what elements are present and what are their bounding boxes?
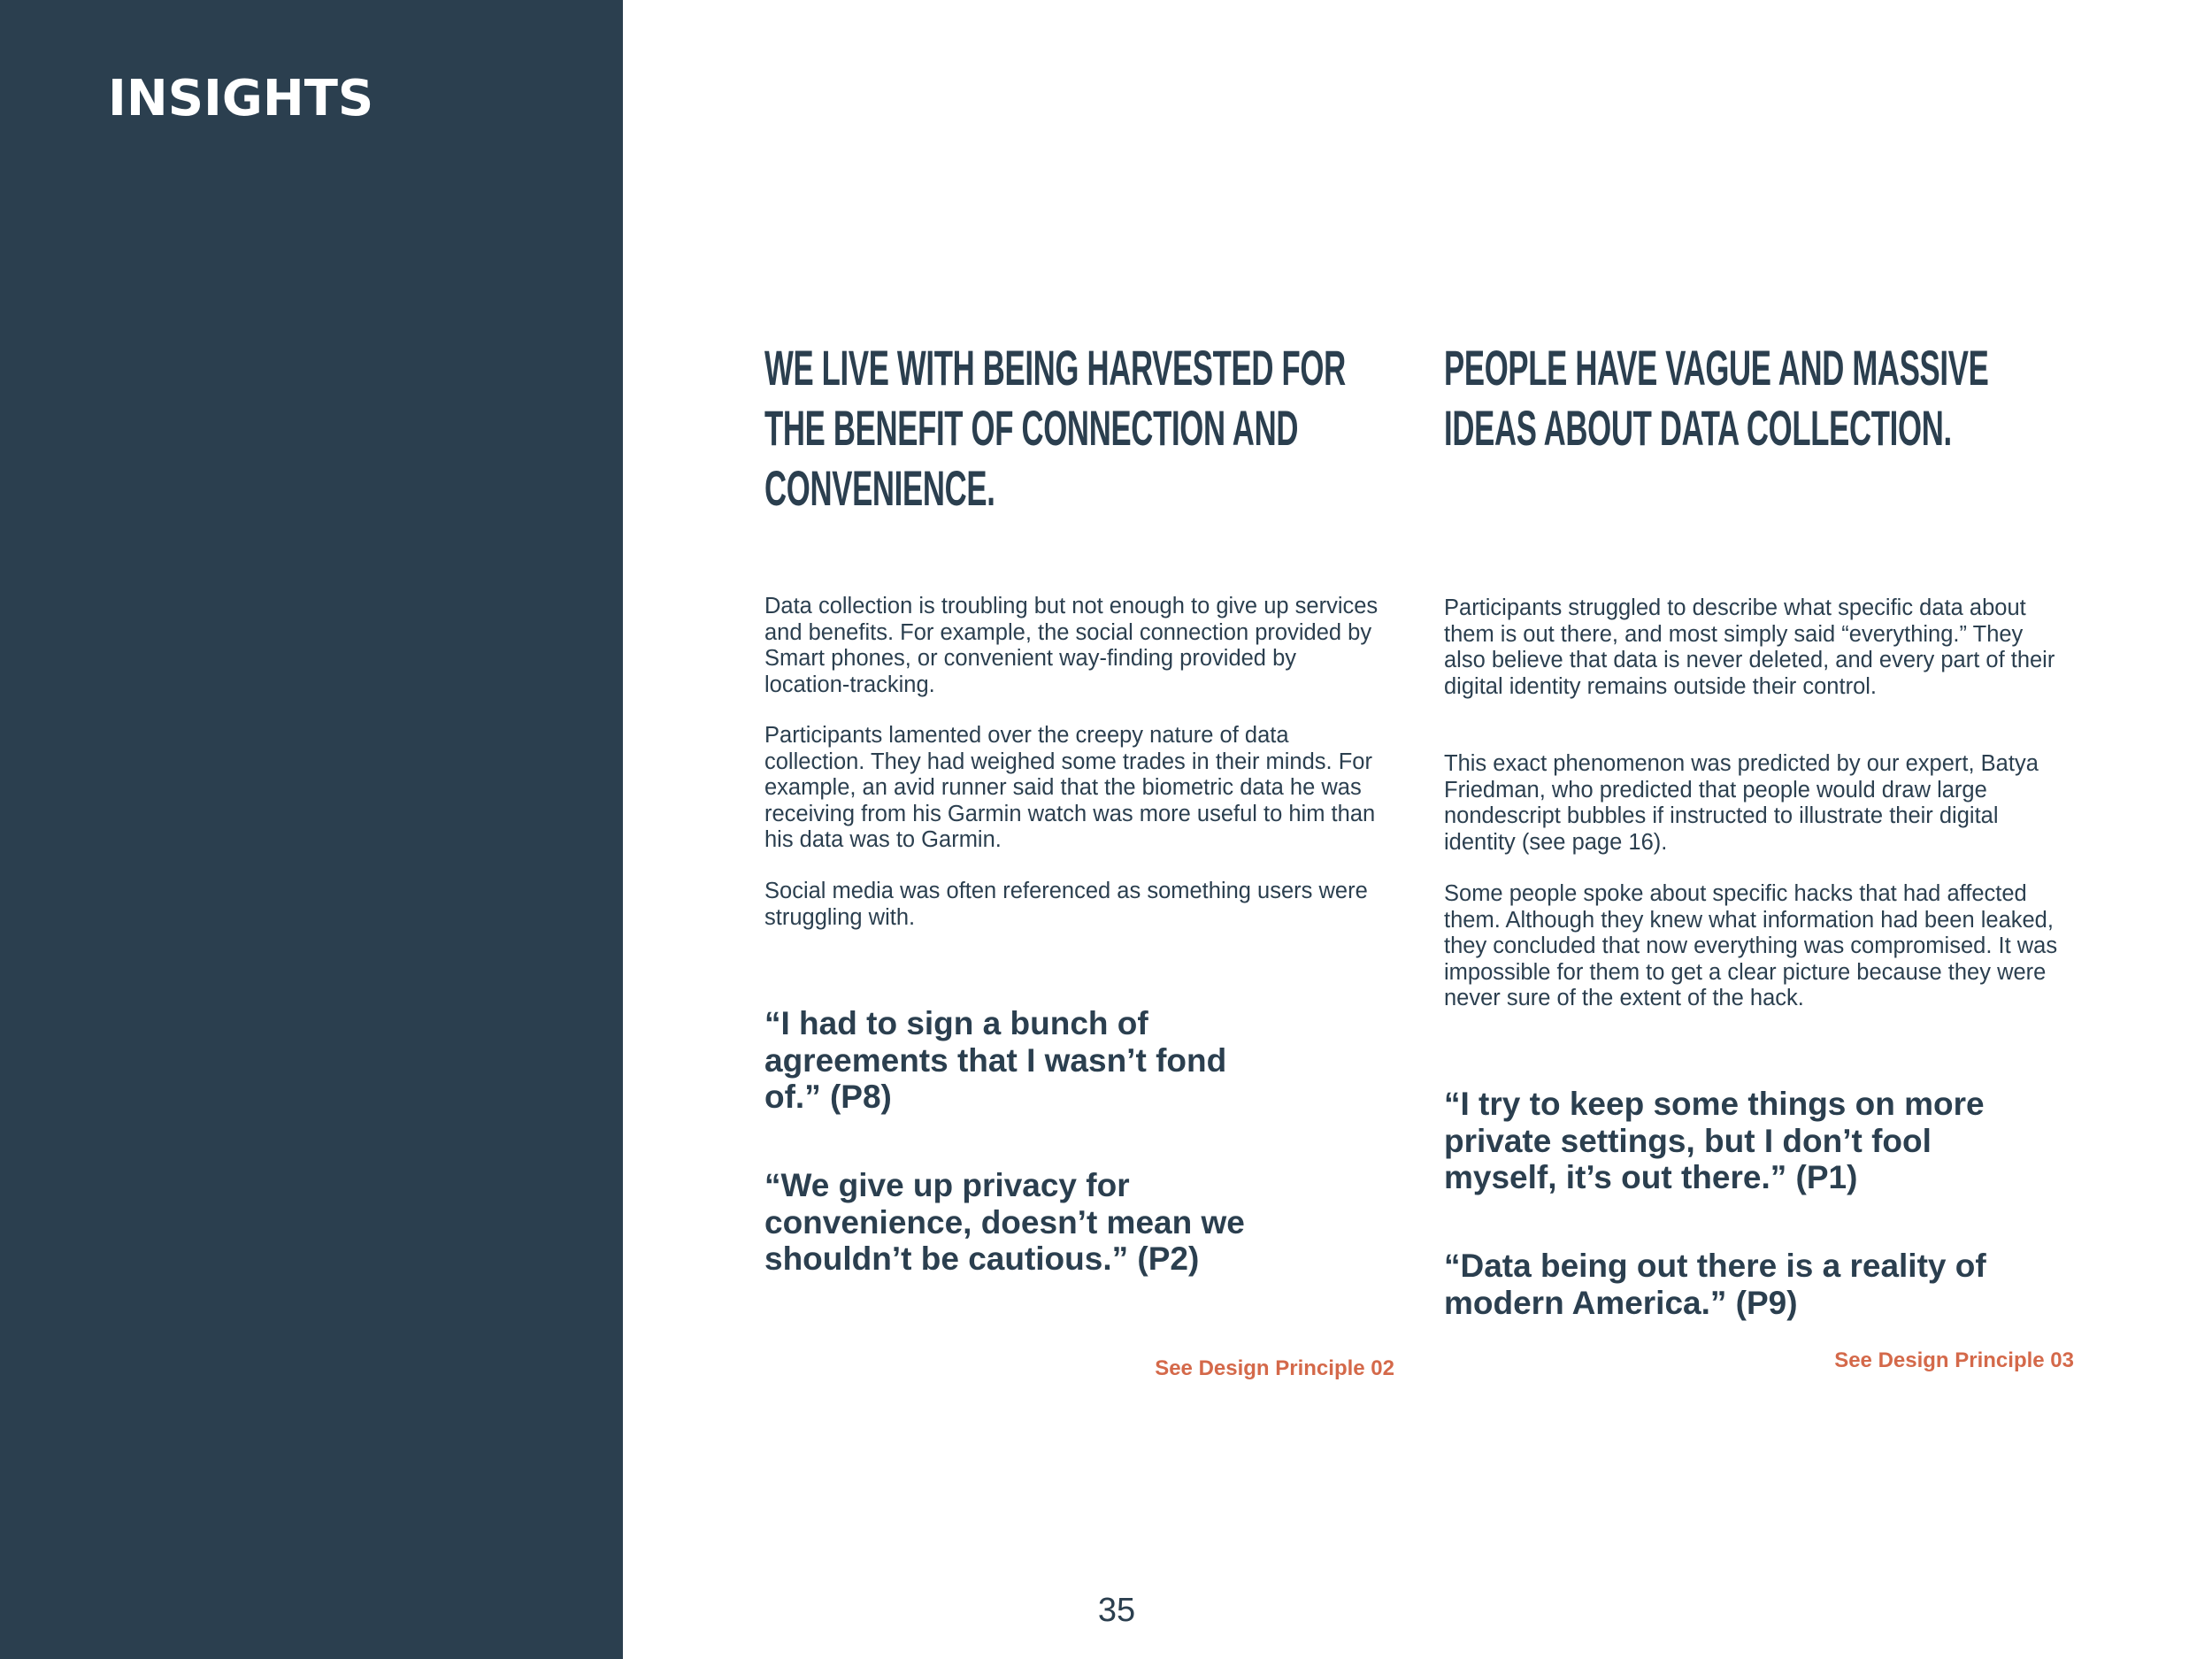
insight-paragraph: Social media was often referenced as something users were struggling with.: [764, 879, 1368, 930]
insight-paragraph: Data collection is troubling but not enough to give up services and benefits. For example, the social connection provided by Smart phones, or convenient way-finding provided by location-tracking.: [764, 594, 1379, 697]
participant-quote: “I had to sign a bunch of agreements that I wasn’t fond of.” (P8): [764, 1005, 1227, 1115]
insight-paragraph: Participants struggled to describe what specific data about them is out there, and most simply said “everything.” They also believe that data is never deleted, and every part of their digital identity remains outside their control.: [1444, 595, 2055, 699]
sidebar: [0, 0, 623, 1659]
insight-paragraph: Participants lamented over the creepy nature of data collection. They had weighed some trades in their minds. For example, an avid runner said that the biometric data he was receiving from his Garmin watch was more useful to him than his data was to Garmin.: [764, 723, 1376, 853]
design-principle-link[interactable]: See Design Principle 02: [1155, 1356, 1394, 1380]
insight-paragraph: Some people spoke about specific hacks that had affected them. Although they knew what information had been leaked, they concluded that now everything was compromised. It was impossible for them to get a clear picture because they were never sure of the extent of the hack.: [1444, 881, 2058, 1011]
insight-heading: PEOPLE HAVE VAGUE AND MASSIVE IDEAS ABOUT DATA COLLECTION.: [1444, 340, 1989, 456]
page-number: 35: [1097, 1592, 1136, 1629]
participant-quote: “We give up privacy for convenience, doesn’t mean we shouldn’t be cautious.” (P2): [764, 1167, 1245, 1277]
section-title: INSIGHTS: [108, 70, 374, 127]
insight-paragraph: This exact phenomenon was predicted by our expert, Batya Friedman, who predicted that people would draw large nondescript bubbles if instructed to illustrate their digital identity (see page 16).: [1444, 751, 2039, 855]
insight-heading: WE LIVE WITH BEING HARVESTED FOR THE BENEFIT OF CONNECTION AND CONVENIENCE.: [764, 340, 1346, 516]
participant-quote: “I try to keep some things on more private settings, but I don’t fool myself, it’s out there.” (P1): [1444, 1086, 1985, 1195]
participant-quote: “Data being out there is a reality of modern America.” (P9): [1444, 1248, 1986, 1321]
design-principle-link[interactable]: See Design Principle 03: [1834, 1348, 2074, 1372]
